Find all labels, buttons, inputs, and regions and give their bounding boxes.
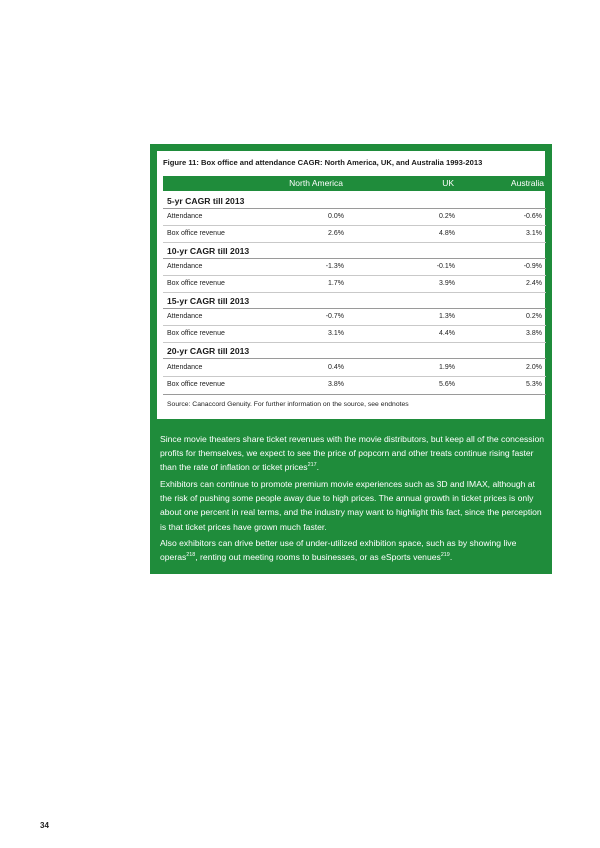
section-rule [163,258,546,259]
column-header-australia: Australia [510,178,544,188]
table-row [163,260,546,275]
column-header-uk: UK [442,178,454,188]
paragraph-text: , renting out meeting rooms to businesses, or as eSports venues [195,552,441,563]
table-row [163,327,546,342]
table-row [163,378,546,393]
row-label: Attendance [167,213,203,220]
cell-value: 4.4% [439,330,455,337]
row-label: Attendance [167,313,203,320]
cell-value: 3.9% [439,280,455,287]
table-bottom-rule [163,394,546,395]
row-label: Attendance [167,263,203,270]
row-divider [163,325,546,326]
body-paragraph-1 [160,432,545,475]
table-header-row [163,176,546,191]
page-number: 34 [40,821,49,830]
table-row [163,210,546,225]
row-label: Box office revenue [167,280,225,287]
cell-value: 0.2% [526,313,542,320]
row-divider [163,292,546,293]
row-label: Attendance [167,364,203,371]
row-divider [163,225,546,226]
figure-table-card [157,151,545,419]
row-divider [163,242,546,243]
table-row [163,310,546,325]
row-divider [163,342,546,343]
section-heading: 15-yr CAGR till 2013 [167,296,250,306]
cell-value: -0.6% [523,213,542,220]
cell-value: -0.1% [436,263,455,270]
section-heading: 5-yr CAGR till 2013 [167,196,245,206]
section-heading: 20-yr CAGR till 2013 [167,346,250,356]
figure-source: Source: Canaccord Genuity. For further information on the source, see endnotes [167,401,409,408]
column-header-north-america: North America [289,178,343,188]
row-divider [163,275,546,276]
cell-value: 5.6% [439,381,455,388]
endnote-ref[interactable]: 218 [186,552,196,559]
section-rule [163,308,546,309]
paragraph-end: . [316,462,319,473]
cell-value: 0.4% [328,364,344,371]
cell-value: -1.3% [325,263,344,270]
section-rule [163,358,546,359]
row-label: Box office revenue [167,330,225,337]
paragraph-text: Also exhibitors can drive better use of under-utilized exhibition space, such as by showing live operas [160,538,517,563]
cell-value: 3.8% [526,330,542,337]
cell-value: 2.6% [328,230,344,237]
row-divider [163,376,546,377]
row-label: Box office revenue [167,381,225,388]
table-row [163,277,546,292]
paragraph-text: Since movie theaters share ticket revenues with the movie distributors, but keep all of the concession profits for themselves, we expect to see the price of popcorn and other treats continue rising faster than the rate of inflation or ticket prices [160,434,545,473]
cell-value: 1.3% [439,313,455,320]
cell-value: 4.8% [439,230,455,237]
cell-value: 3.1% [526,230,542,237]
row-label: Box office revenue [167,230,225,237]
figure-title: Figure 11: Box office and attendance CAGR: North America, UK, and Australia 1993-2013 [163,158,483,167]
section-rule [163,208,546,209]
cell-value: 2.0% [526,364,542,371]
cell-value: -0.7% [325,313,344,320]
cell-value: 3.1% [328,330,344,337]
cell-value: 2.4% [526,280,542,287]
cell-value: 0.0% [328,213,344,220]
cell-value: 1.9% [439,364,455,371]
cell-value: 1.7% [328,280,344,287]
endnote-ref[interactable]: 219 [440,552,450,559]
cell-value: 5.3% [526,381,542,388]
paragraph-end: . [449,552,453,563]
cell-value: -0.9% [523,263,542,270]
body-paragraph-2 [160,477,545,534]
endnote-ref[interactable]: 217 [307,462,317,469]
cell-value: 0.2% [439,213,455,220]
table-row [163,361,546,376]
cell-value: 3.8% [328,381,344,388]
table-row [163,227,546,242]
section-heading: 10-yr CAGR till 2013 [167,246,250,256]
body-paragraph-3 [160,536,545,564]
paragraph-text: Exhibitors can continue to promote premium movie experiences such as 3D and IMAX, although at the risk of pushing some people away due to high prices. The annual growth in ticket prices is only about one percent in real terms, and the industry may want to highlight this fact, since the perception is that ticket prices have grown much faster. [160,479,542,532]
